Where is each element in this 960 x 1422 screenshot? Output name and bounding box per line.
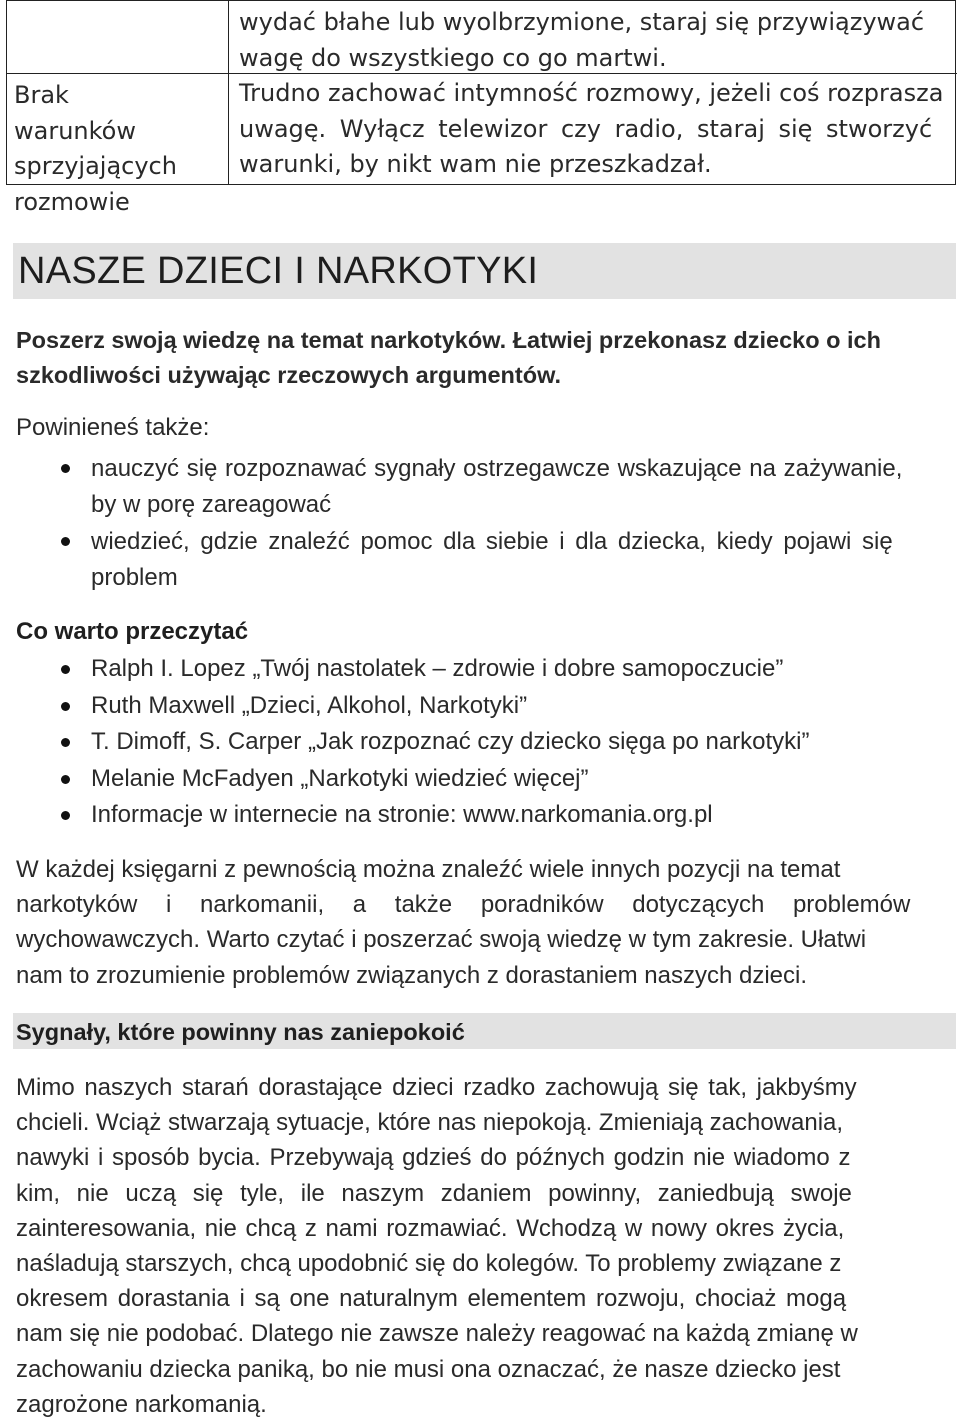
paragraph-text: W każdej księgarni z pewnością można znaleźć wiele innych pozycji na temat [16,856,841,883]
paragraph-text: nawyki i sposób bycia. Przebywają gdzieś do późnych godzin nie wiadomo z [16,1144,851,1172]
paragraph-text: naśladują starszych, chcą upodobnić się do kolegów. To problemy związane z [16,1250,842,1278]
list-item [16,724,954,761]
lead-line [16,358,954,393]
paragraph-text: zachowaniu dziecka paniką, bo nie musi ona oznaczać, że nasze dziecko jest [16,1355,841,1383]
main-heading-bar [13,243,956,299]
list-item [16,688,954,725]
list-item-text: nauczyć się rozpoznawać sygnały ostrzegawcze wskazujące na zażywanie, [91,455,903,482]
paragraph-text: wychowawczych. Warto czytać i poszerzać swoją wiedzę w tym zakresie. Ułatwi [16,926,867,954]
bullet-icon [61,738,70,747]
list-item-text: Melanie McFadyen „Narkotyki wiedzieć więcej” [91,764,589,792]
paragraph-text: chcieli. Wciąż stwarzają sytuacje, które nas niepokoją. Zmieniają zachowania, [16,1109,844,1137]
label-text: rozmowie [14,187,130,216]
paragraph-line [16,852,952,887]
label-line [14,78,224,149]
list-item-text: problem [91,564,178,591]
reading-title: Co warto przeczytać [16,618,249,645]
paragraph-line [16,1246,952,1281]
table-text-line: uwagę. Wyłącz telewizor czy radio, staraj się stworzyć [239,114,933,143]
signals-paragraph [16,1070,952,1422]
table-line [239,41,947,77]
signals-heading-bar [13,1013,956,1049]
table-text-line: wydać błahe lub wyolbrzymione, staraj się przywiązywać [239,8,925,36]
paragraph-text: zagrożone narkomanią. [16,1390,267,1418]
paragraph-line [16,1316,952,1351]
paragraph-text: narkotyków i narkomanii, a także poradników dotyczących problemów [16,891,911,919]
paragraph-line [16,1281,952,1316]
table-line [239,147,947,183]
table-line [239,112,947,148]
table-cell-right-top [229,1,956,185]
paragraph-text: kim, nie uczą się tyle, ile naszym zdaniem powinny, zaniedbują swoje [16,1179,852,1207]
label-text: sprzyjających [14,152,177,180]
reading-list [16,651,954,834]
table-line [239,76,947,112]
should-label: Powinieneś także: [16,414,210,441]
bullet-icon [61,665,70,674]
paragraph-text: nam to zrozumienie problemów związanych z dorastaniem naszych dzieci. [16,961,808,989]
table-text-line: wagę do wszystkiego co go martwi. [239,43,667,72]
paragraph-line [16,1176,952,1211]
lead-text: Poszerz swoją wiedzę na temat narkotyków. Łatwiej przekonasz dziecko o ich [16,327,881,353]
paragraph-text: nam się nie podobać. Dlatego nie zawsze należy reagować na każdą zmianę w [16,1320,858,1348]
paragraph-line [16,958,952,993]
list-item-text: Informacje w internecie na stronie: www.narkomania.org.pl [91,801,713,828]
table-text-line: warunki, by nikt wam nie przeszkadzał. [239,150,712,178]
paragraph-text: Mimo naszych starań dorastające dzieci rzadko zachowują się tak, jakbyśmy [16,1074,857,1101]
list-item-text: T. Dimoff, S. Carper „Jak rozpoznać czy dziecko sięga po narkotyki” [91,728,810,755]
table-cell-text [229,1,955,183]
bullet-icon [61,537,70,546]
list-item [16,797,954,834]
bullet-icon [61,811,70,820]
paragraph-line [16,922,952,957]
paragraph-line [16,1352,952,1387]
bullet-icon [61,702,70,711]
main-heading: NASZE DZIECI I NARKOTYKI [18,250,539,292]
list-item [16,524,954,596]
bullet-icon [61,775,70,784]
list-item-text: by w porę zareagować [91,491,332,518]
lead-text: szkodliwości używając rzeczowych argumentów. [16,362,562,388]
table-text-line: Trudno zachować intymność rozmowy, jeżeli coś rozprasza [239,79,944,107]
paragraph-text: zainteresowania, nie chcą z nami rozmawiać. Wchodzą w nowy okres życia, [16,1214,845,1242]
lead-line [16,323,954,358]
bullet-icon [61,464,70,473]
paragraph-line [16,1211,952,1246]
paragraph-line [16,1387,952,1422]
list-item [16,651,954,688]
lead-paragraph [16,323,954,393]
table-row-divider [6,73,957,74]
list-item [16,451,954,523]
label-text: Brak warunków [14,81,136,145]
list-item-text: Ruth Maxwell „Dzieci, Alkohol, Narkotyki” [91,691,528,719]
should-list [16,451,954,596]
bookstore-paragraph [16,852,952,993]
paragraph-line [16,1070,952,1105]
paragraph-line [16,1140,952,1175]
signals-heading: Sygnały, które powinny nas zaniepokoić [16,1019,465,1045]
table-cell-left-label [14,78,224,220]
table-line [239,5,947,41]
list-item [16,761,954,798]
paragraph-line [16,887,952,922]
list-item-text: wiedzieć, gdzie znaleźć pomoc dla siebie i dla dziecka, kiedy pojawi się [91,528,893,555]
list-item-text: Ralph I. Lopez „Twój nastolatek – zdrowie i dobre samopoczucie” [91,655,784,682]
paragraph-line [16,1105,952,1140]
paragraph-text: okresem dorastania i są one naturalnym elementem rozwoju, chociaż mogą [16,1285,847,1313]
